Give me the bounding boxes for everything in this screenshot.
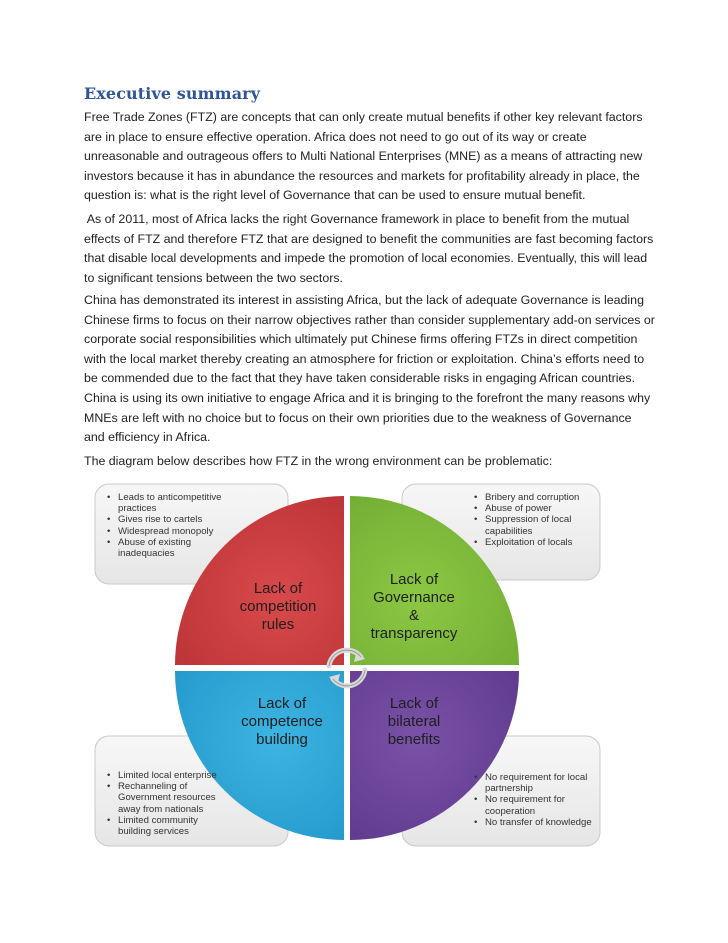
item-line: inadequacies [118,548,175,560]
item-line: away from nationals [118,803,204,815]
item-line: • No transfer of knowledge [485,816,592,828]
paragraph-4 [84,452,644,472]
list-item [483,503,598,514]
paragraph-2 [84,210,654,288]
list-item [116,815,236,837]
list-item [116,492,236,514]
item-line: • Abuse of power [485,503,552,515]
list-item [116,781,236,815]
list-item [483,537,598,548]
label-line: transparency [370,625,458,642]
item-line: • Abuse of existing [118,536,192,548]
text-line: corporate social responsibilities which ultimately put Chinese firms offering FTZs in direct competition [84,332,638,347]
text-line: China has demonstrated its interest in assisting Africa, but the lack of adequate Governance is leading [84,293,644,307]
list-item [116,526,236,537]
quadrant-label-competition [218,580,338,634]
item-line: • No requirement for local [485,772,588,783]
label-line: competence [241,713,323,730]
label-line: & [408,607,419,624]
text-line: that disable local developments and impede the promotion of local economies. Eventually, this will lead [84,251,648,266]
text-line: MNEs are left with no choice but to focus on their own priorities due to the weakness of Governance [84,410,632,425]
label-line: rules [261,616,295,633]
text-line: As of 2011, most of Africa lacks the right Governance framework in place to benefit from the mutual [84,212,630,226]
callout-bottom-left [106,770,236,837]
list-item [116,537,236,559]
item-line: • Suppression of local [485,514,572,526]
quadrant-label-competence [220,695,344,749]
bullet-list [473,492,598,548]
label-line: building [256,731,308,748]
text-line: investors because it has in abundance the resources and markets for profitability already in place, the [84,168,640,183]
item-line: • Limited local enterprise [118,770,217,781]
label-line: Lack of [389,695,439,712]
item-line: cooperation [485,805,536,817]
label-line: competition [239,598,317,615]
bullet-list [473,772,598,828]
bullet-list [106,770,236,837]
list-item [116,770,236,781]
label-line: bilateral [387,713,441,730]
text-line: and efficiency in Africa. [84,430,211,445]
item-line: Government resources [118,792,216,804]
text-line: The diagram below describes how FTZ in the wrong environment can be problematic: [84,454,553,468]
text-line: to significant tensions between the two sectors. [84,270,343,285]
paragraph-1 [84,108,644,206]
callout-top-right [473,492,598,548]
item-line: • Limited community [118,814,198,826]
list-item [116,514,236,525]
quadrant-label-bilateral [354,695,474,749]
item-line: building services [118,826,189,838]
section-heading: Executive summary [84,84,261,103]
list-item [483,794,598,816]
quadrant-label-governance [352,571,476,643]
callout-bottom-right [473,772,598,828]
label-line: Governance [373,589,455,606]
circular-arrows-icon [329,650,365,686]
item-line: • No requirement for [485,794,565,806]
paragraph-3 [84,291,655,448]
list-item [483,514,598,536]
text-line: question is: what is the right level of Governance that can be used to ensure mutual benefit. [84,188,586,203]
label-line: Lack of [257,695,307,712]
callout-top-left [106,492,236,559]
item-line: • Exploitation of locals [485,536,573,548]
item-line: • Rechanneling of [118,781,188,793]
list-item [483,492,598,503]
text-line: with the local market thereby creating an atmosphere for friction or exploitation. China’s efforts need to [84,351,645,366]
list-item [483,817,598,828]
list-item [483,772,598,794]
label-line: Lack of [389,571,439,588]
label-line: Lack of [253,580,303,597]
text-line: China is using its own initiative to engage Africa and it is bringing to the forefront the many reasons why [84,390,651,405]
item-line: practices [118,503,157,515]
item-line: • Gives rise to cartels [118,514,203,526]
label-line: benefits [387,731,441,748]
item-line: • Widespread monopoly [118,525,214,537]
ftz-problem-diagram [90,480,610,855]
text-line: unreasonable and outrageous offers to Multi National Enterprises (MNE) as a means of attracting new [84,149,643,164]
text-line: Chinese firms to focus on their narrow objectives rather than consider supplementary add-on services or [84,312,655,327]
text-line: are in place to ensure effective operation. Africa does not need to go out of its way or create [84,129,587,144]
item-line: • Leads to anticompetitive [118,492,222,503]
text-line: be commended due to the fact that they have taken considerable risks in engaging African countries. [84,371,636,386]
item-line: capabilities [485,525,533,537]
bullet-list [106,492,236,559]
text-line: Free Trade Zones (FTZ) are concepts that can only create mutual benefits if other key relevant factors [84,110,643,124]
item-line: partnership [485,783,533,795]
item-line: • Bribery and corruption [485,492,580,503]
text-line: effects of FTZ and therefore FTZ that are designed to benefit the communities are fast becoming factors [84,231,654,246]
